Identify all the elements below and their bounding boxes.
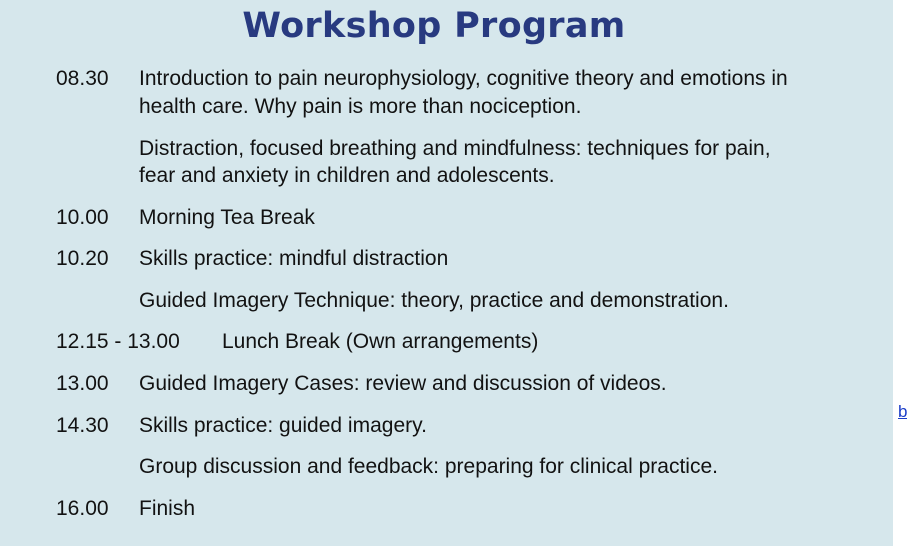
schedule-text: Guided Imagery Technique: theory, practice and demonstration. — [139, 289, 729, 312]
schedule-text: Skills practice: guided imagery. — [139, 414, 427, 437]
schedule-text: Finish — [139, 497, 196, 520]
page-title: Workshop Program — [242, 6, 626, 46]
schedule-time: 16.00 — [56, 497, 109, 520]
schedule-time: 10.00 — [56, 206, 109, 229]
schedule-text: Distraction, focused breathing and mindfulness: techniques for pain, — [139, 137, 771, 160]
schedule-time: 13.00 — [56, 372, 109, 395]
schedule-text: Group discussion and feedback: preparing for clinical practice. — [139, 455, 718, 478]
edge-link[interactable]: b — [898, 402, 907, 421]
schedule-time: 10.20 — [56, 247, 109, 270]
schedule-text: health care. Why pain is more than nociception. — [139, 95, 582, 118]
schedule-text: Morning Tea Break — [139, 206, 315, 229]
schedule-text: Lunch Break (Own arrangements) — [222, 330, 539, 353]
schedule-text: Guided Imagery Cases: review and discussion of videos. — [139, 372, 667, 395]
schedule-time: 08.30 — [56, 67, 109, 90]
schedule-time: 12.15 - 13.00 — [56, 330, 180, 353]
schedule-time: 14.30 — [56, 414, 109, 437]
schedule-text: Skills practice: mindful distraction — [139, 247, 449, 270]
schedule-text: Introduction to pain neurophysiology, cognitive theory and emotions in — [139, 67, 788, 90]
schedule-text: fear and anxiety in children and adolescents. — [139, 164, 555, 187]
